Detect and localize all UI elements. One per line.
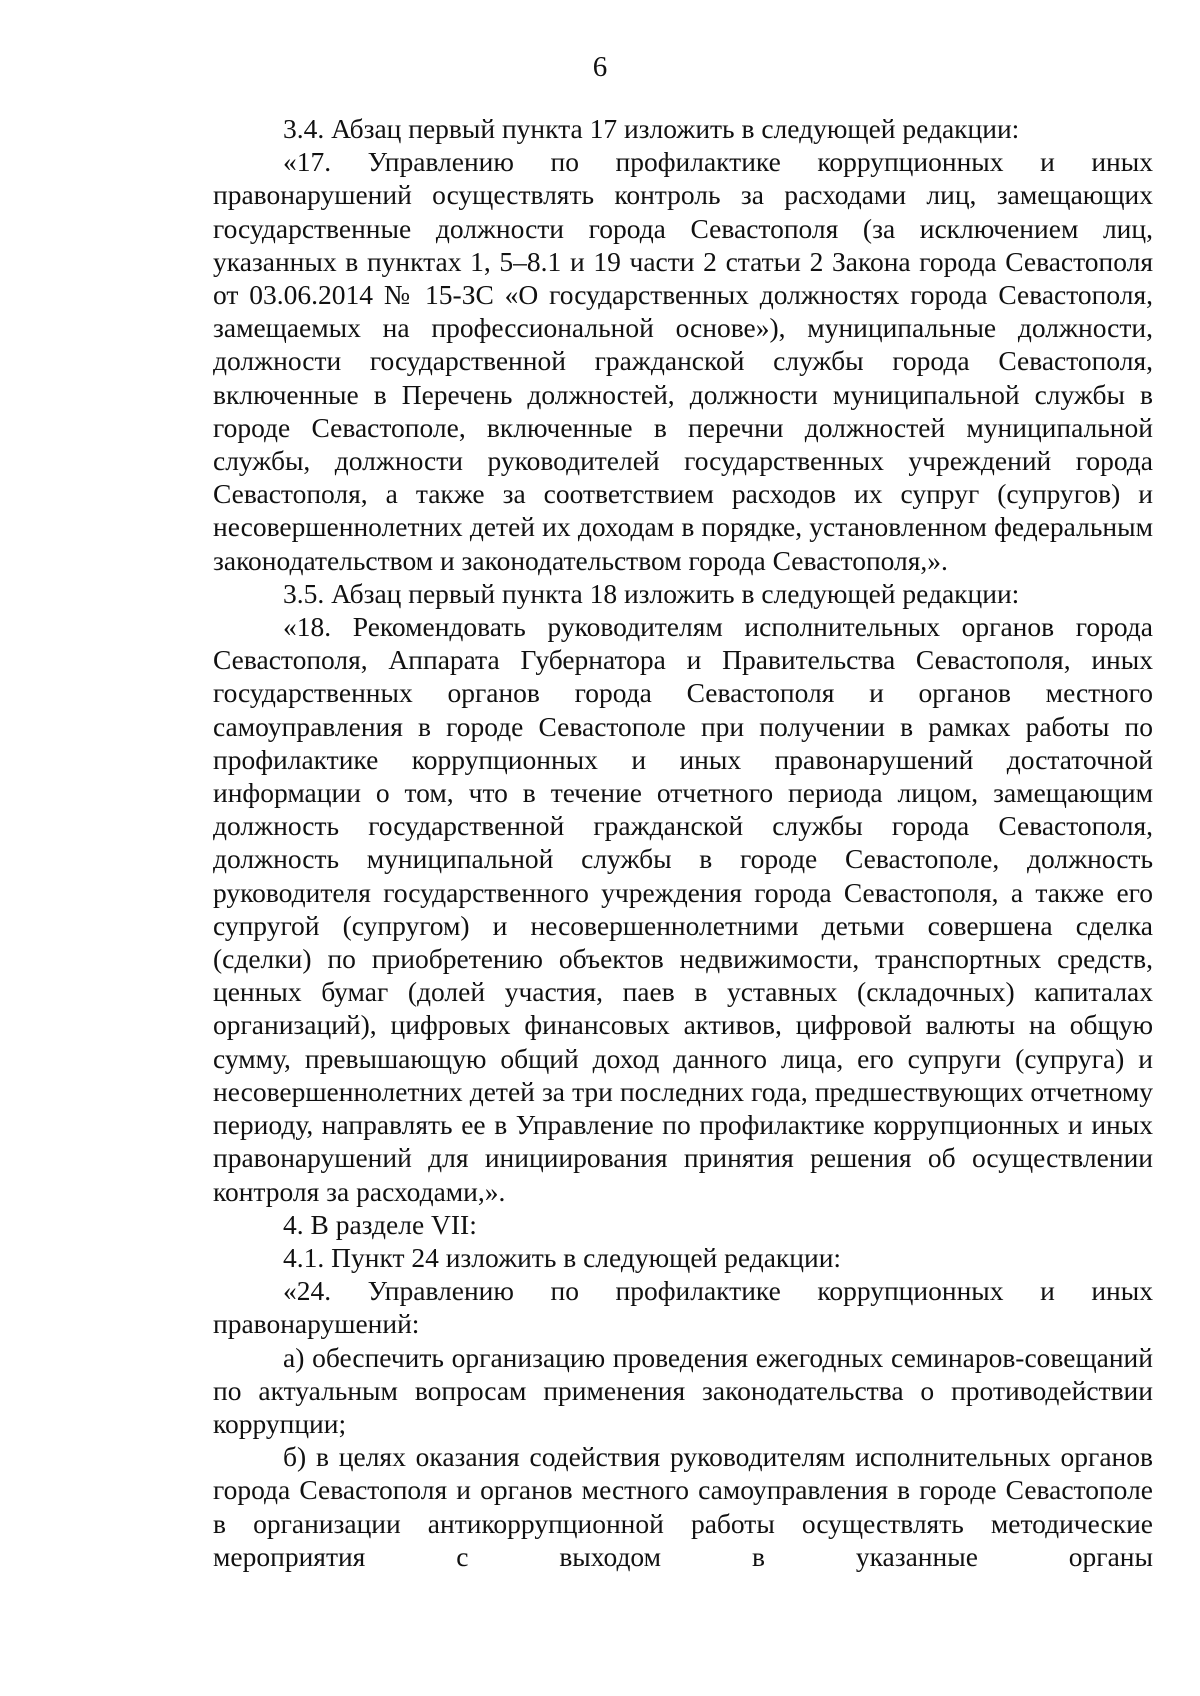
paragraph-18-text: «18. Рекомендовать руководителям исполнительных органов города Севастополя, Аппарата Губернатора и Правительства Севастополя, иных государственных органов города Севастополя и органов местного самоуправления в городе Севастополе при получении в рамках работы по профилактике коррупционных и иных правонарушений достаточной информации о том, что в течение отчетного периода лицом, замещающим должность государственной гражданской службы города Севастополя, должность муниципальной службы в городе Севастополе, должность руководителя государственного учреждения города Севастополя, а также его супругой (супругом) и несовершеннолетними детьми совершена сделка (сделки) по приобретению объектов недвижимости, транспортных средств, ценных бумаг (долей участия, паев в уставных (складочных) капиталах организаций), цифровых финансовых активов, цифровой валюты на общую сумму, превышающую общий доход данного лица, его супруги (супруга) и несовершеннолетних детей за три последних года, предшествующих отчетному периоду, направлять ее в Управление по профилактике коррупционных и иных правонарушений для инициирования принятия решения об осуществлении контроля за расходами,». [213, 611, 1153, 1207]
paragraph-4-1-heading: 4.1. Пункт 24 изложить в следующей редакции: [283, 1241, 842, 1273]
subitem-a: а) обеспечить организацию проведения ежегодных семинаров-совещаний по актуальным вопросам применения законодательства о противодействии коррупции; [213, 1341, 1153, 1439]
paragraph-17-text: «17. Управлению по профилактике коррупционных и иных правонарушений осуществлять контроль за расходами лиц, замещающих государственные должности города Севастополя (за исключением лиц, указанных в пунктах 1, 5–8.1 и 19 части 2 статьи 2 Закона города Севастополя от 03.06.2014 № 15-ЗС «О государственных должностях города Севастополя, замещаемых на профессиональной основе»), муниципальные должности, должности государственной гражданской службы города Севастополя, включенные в Перечень должностей, должности муниципальной службы в городе Севастополе, включенные в перечни должностей муниципальной службы, должности руководителей государственных учреждений города Севастополя, а также за соответствием расходов их супруг (супругов) и несовершеннолетних детей их доходам в порядке, установленном федеральным законодательством и законодательством города Севастополя,». [213, 146, 1153, 576]
subitem-b: б) в целях оказания содействия руководителям исполнительных органов города Севастополя и органов местного самоуправления в городе Севастополе в организации антикоррупционной работы осуществлять методические мероприятия с выходом в указанные органы [213, 1441, 1153, 1572]
page-number: 6 [592, 51, 608, 83]
paragraph-3-4-heading: 3.4. Абзац первый пункта 17 изложить в следующей редакции: [283, 113, 1020, 144]
document-body [213, 112, 1153, 1573]
paragraph-3-5-heading: 3.5. Абзац первый пункта 18 изложить в следующей редакции: [283, 577, 1020, 609]
section-4-heading: 4. В разделе VII: [283, 1208, 477, 1240]
paragraph-24-intro: «24. Управлению по профилактике коррупционных и иных правонарушений: [213, 1275, 1153, 1340]
